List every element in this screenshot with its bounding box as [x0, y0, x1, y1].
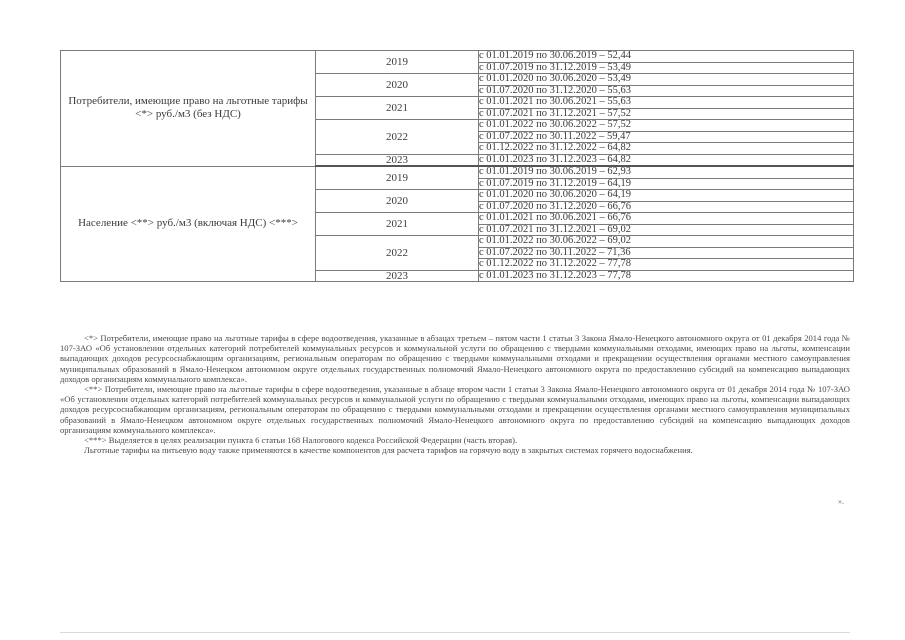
end-mark: ».	[838, 497, 844, 506]
tariff-period-text: с 01.12.2022 по 31.12.2022 – 77,78	[479, 258, 632, 269]
year-cell: 2023	[316, 270, 479, 282]
year-cell: 2019	[316, 51, 479, 74]
tariff-period-text: с 01.01.2020 по 30.06.2020 – 64,19	[479, 189, 632, 200]
tariff-period-text: с 01.07.2019 по 31.12.2019 – 53,49	[479, 61, 632, 73]
tariff-period-cell	[479, 259, 854, 271]
year-cell: 2020	[316, 74, 479, 97]
footnote-2: <**> Потребители, имеющие право на льготные тарифы в сфере водоотведения, указанные в абзаце втором части 1 статьи 3 Закона Ямало-Ненецкого автономного округа от 01 декабря 2014 года № 107-ЗАО «Об установлении отдельных категорий потребителей коммунальных ресурсов и коммунальной услуги по обращению с твердыми коммунальными отходами, имеющих право на льготы, компенсации выпадающих доходов ресурсоснабжающим организациям, региональным операторам по обращению с твердыми коммунальными отходами и прекращении осуществления органами местного самоуправления муниципальных образований в Ямало-Ненецком автономном округе отдельных государственных полномочий Ямало-Ненецкого автономного округа по предоставлению субсидий на компенсацию выпадающих доходов организациям коммунального комплекса».	[60, 384, 850, 435]
year-cell: 2020	[316, 190, 479, 213]
footnote-3: <***> Выделяется в целях реализации пункта 6 статьи 168 Налогового кодекса Российской Федерации (часть вторая).	[84, 435, 518, 446]
tariff-period-text: с 01.01.2023 по 31.12.2023 – 77,78	[479, 269, 632, 281]
tariff-period-text: с 01.07.2020 по 31.12.2020 – 55,63	[479, 84, 632, 96]
year-cell: 2022	[316, 236, 479, 271]
tariff-period-cell	[479, 62, 854, 74]
tariff-period-text: с 01.12.2022 по 31.12.2022 – 64,82	[479, 142, 632, 153]
tariff-period-cell	[479, 120, 854, 132]
tariff-period-cell	[479, 178, 854, 190]
tariff-period-cell	[479, 143, 854, 155]
tariff-period-cell	[479, 51, 854, 63]
tariff-period-text: с 01.07.2019 по 31.12.2019 – 64,19	[479, 177, 632, 189]
tariff-period-cell	[479, 74, 854, 86]
tariff-period-cell	[479, 131, 854, 143]
bottom-rule	[60, 632, 850, 633]
year-cell: 2022	[316, 120, 479, 155]
tariff-period-cell	[479, 97, 854, 109]
tariff-period-text: с 01.07.2022 по 30.11.2022 – 71,36	[479, 246, 631, 258]
tariff-period-cell	[479, 236, 854, 248]
tariff-period-text: с 01.01.2023 по 31.12.2023 – 64,82	[479, 153, 632, 165]
tariff-period-text: с 01.01.2020 по 30.06.2020 – 53,49	[479, 73, 632, 84]
tariff-period-text: с 01.01.2021 по 30.06.2021 – 66,76	[479, 212, 632, 223]
footnote-4: Льготные тарифы на питьевую воду также применяются в качестве компонентов для расчета тарифов на горячую воду в закрытых системах горячего водоснабжения.	[84, 445, 693, 456]
tariff-period-text: с 01.07.2021 по 31.12.2021 – 69,02	[479, 223, 632, 235]
year-cell: 2021	[316, 97, 479, 120]
year-cell: 2019	[316, 166, 479, 190]
tariff-period-cell	[479, 224, 854, 236]
tariff-period-text: с 01.01.2019 по 30.06.2019 – 62,93	[479, 166, 632, 177]
table-row	[61, 166, 854, 178]
category-cell: Потребители, имеющие право на льготные тарифы <*> руб./м3 (без НДС)	[61, 51, 316, 167]
tariff-period-cell	[479, 247, 854, 259]
tariff-period-text: с 01.01.2019 по 30.06.2019 – 52,44	[479, 50, 632, 61]
table-row	[61, 51, 854, 63]
tariff-period-text: с 01.07.2020 по 31.12.2020 – 66,76	[479, 200, 632, 212]
tariff-period-text: с 01.07.2021 по 31.12.2021 – 57,52	[479, 107, 632, 119]
year-cell: 2021	[316, 213, 479, 236]
tariff-period-cell	[479, 270, 854, 282]
tariff-period-cell	[479, 154, 854, 166]
tariff-period-cell	[479, 166, 854, 178]
tariff-table	[60, 50, 854, 282]
tariff-period-cell	[479, 201, 854, 213]
tariff-period-text: с 01.01.2022 по 30.06.2022 – 57,52	[479, 119, 632, 130]
tariff-period-cell	[479, 213, 854, 225]
tariff-period-text: с 01.01.2022 по 30.06.2022 – 69,02	[479, 235, 632, 246]
tariff-period-text: с 01.07.2022 по 30.11.2022 – 59,47	[479, 130, 631, 142]
tariff-period-cell	[479, 190, 854, 202]
tariff-period-cell	[479, 85, 854, 97]
category-cell: Население <**> руб./м3 (включая НДС) <***>	[61, 166, 316, 282]
footnote-1: <*> Потребители, имеющие право на льготные тарифы в сфере водоотведения, указанные в абзацах третьем – пятом части 1 статьи 3 Закона Ямало-Ненецкого автономного округа от 01 декабря 2014 года № 107-ЗАО «Об установлении отдельных категорий потребителей коммунальных ресурсов и коммунальной услуги по обращению с твердыми коммунальными отходами, имеющих право на льготы, компенсации выпадающих доходов ресурсоснабжающим организациям, региональным операторам по обращению с твердыми коммунальными отходами и прекращении осуществления органами местного самоуправления муниципальных образований в Ямало-Ненецком автономном округе отдельных государственных полномочий Ямало-Ненецкого автономного округа по предоставлению субсидий на компенсацию выпадающих доходов организациям коммунального комплекса».	[60, 333, 850, 384]
footnotes	[60, 333, 850, 455]
year-cell: 2023	[316, 154, 479, 166]
tariff-period-cell	[479, 108, 854, 120]
tariff-period-text: с 01.01.2021 по 30.06.2021 – 55,63	[479, 96, 632, 107]
